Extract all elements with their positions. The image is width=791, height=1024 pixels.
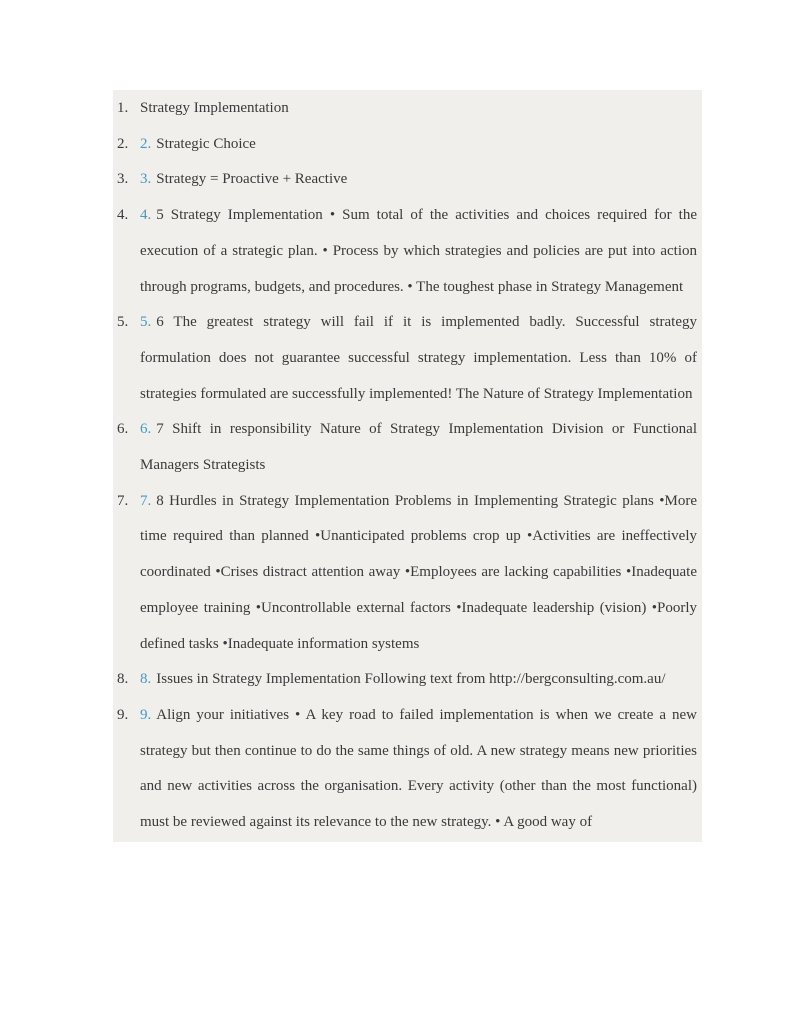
item-text <box>140 91 697 127</box>
list-item <box>117 662 697 698</box>
item-ref-number: 8. <box>140 671 152 688</box>
item-ref-number: 9. <box>140 706 152 723</box>
item-body-text: Align your initiatives • A key road to failed implementation is when we create a new strategy but then continue to do the same things of old. A new strategy means new priorities and new activities across the organisation. Every activity (other than the most functional) must be reviewed against its relevance to the new strategy. • A good way of <box>140 706 697 831</box>
item-body-text: Issues in Strategy Implementation Following text from http://bergconsulting.com.au/ <box>156 671 666 688</box>
item-text <box>140 484 697 663</box>
item-text <box>140 162 697 198</box>
item-body-text: 8 Hurdles in Strategy Implementation Problems in Implementing Strategic plans •More time required than planned •Unanticipated problems crop up •Activities are ineffectively coordinated •Crises distract attention away •Employees are lacking capabilities •Inadequate employee training •Uncontrollable external factors •Inadequate leadership (vision) •Poorly defined tasks •Inadequate information systems <box>140 492 697 652</box>
item-ref-number: 7. <box>140 492 152 509</box>
item-text <box>140 305 697 412</box>
list-item <box>117 412 697 483</box>
list-item <box>117 198 697 305</box>
item-body-text: 6 The greatest strategy will fail if it is implemented badly. Successful strategy formulation does not guarantee successful strategy implementation. Less than 10% of strategies formulated are successfully implemented! The Nature of Strategy Implementation <box>140 314 697 402</box>
item-number: 4. <box>117 207 129 224</box>
list-item <box>117 484 697 663</box>
item-text <box>140 127 697 163</box>
item-ref-number: 5. <box>140 314 152 331</box>
item-text <box>140 662 697 698</box>
item-ref-number: 6. <box>140 421 152 438</box>
list-item <box>117 305 697 412</box>
item-number: 1. <box>117 100 129 116</box>
item-number: 2. <box>117 135 129 152</box>
list-item <box>117 698 697 841</box>
item-number: 9. <box>117 706 129 723</box>
list-item <box>117 162 697 198</box>
item-number: 5. <box>117 314 129 331</box>
item-number: 3. <box>117 171 129 188</box>
item-ref-number: 2. <box>140 135 152 152</box>
item-text <box>140 698 697 841</box>
list-item <box>117 91 697 127</box>
item-body-text: Strategic Choice <box>156 135 256 152</box>
numbered-list <box>117 91 697 841</box>
item-body-text: Strategy Implementation <box>140 100 289 116</box>
item-number: 8. <box>117 671 129 688</box>
item-body-text: Strategy = Proactive + Reactive <box>156 171 348 188</box>
item-ref-number: 3. <box>140 171 152 188</box>
item-ref-number: 4. <box>140 207 152 224</box>
item-body-text: 7 Shift in responsibility Nature of Strategy Implementation Division or Functional Managers Strategists <box>140 421 697 474</box>
item-text <box>140 412 697 483</box>
item-number: 7. <box>117 492 129 509</box>
document-page <box>113 90 702 842</box>
list-item <box>117 127 697 163</box>
item-body-text: 5 Strategy Implementation • Sum total of the activities and choices required for the execution of a strategic plan. • Process by which strategies and policies are put into action through programs, budgets, and procedures. • The toughest phase in Strategy Management <box>140 207 697 295</box>
item-text <box>140 198 697 305</box>
item-number: 6. <box>117 421 129 438</box>
